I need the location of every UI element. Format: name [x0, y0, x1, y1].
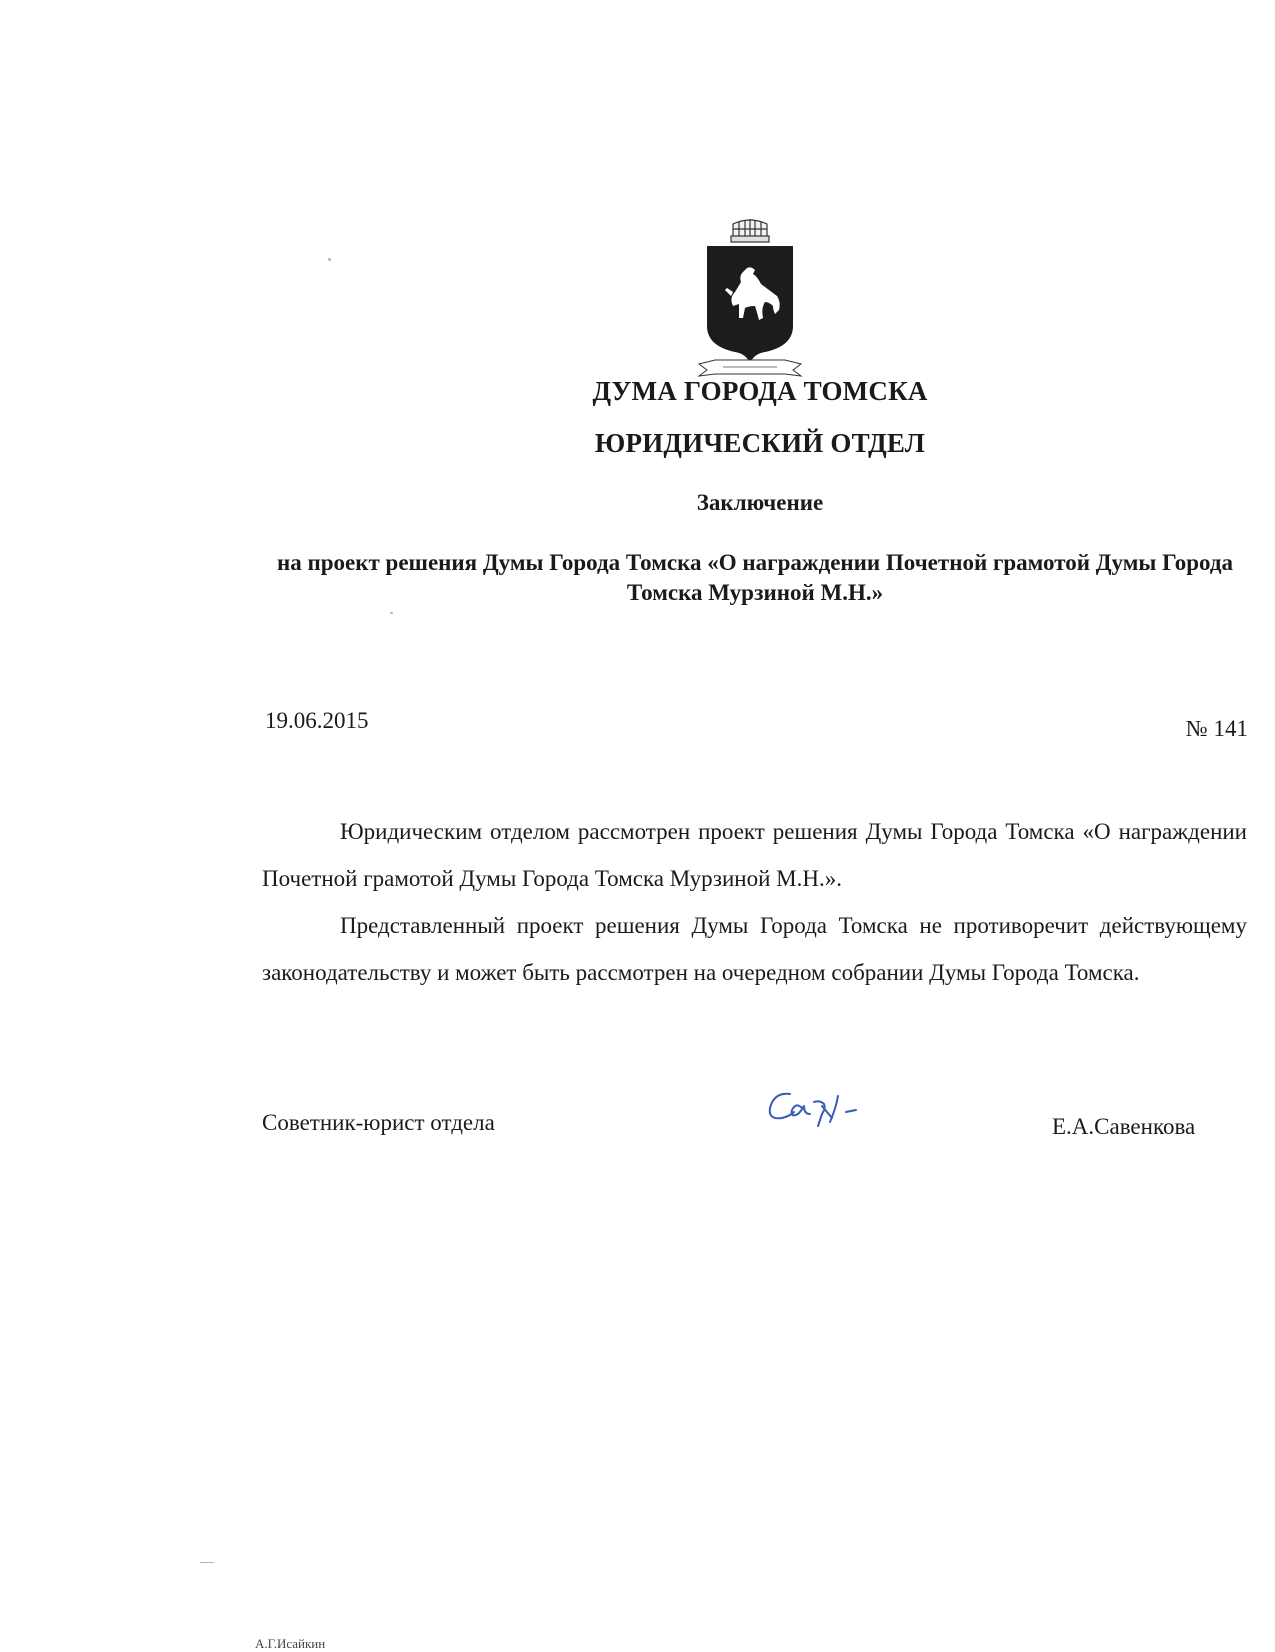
document-type: Заключение — [696, 490, 824, 515]
body-paragraph: Представленный проект решения Думы Города Томска не противоречит действующему законодательству и может быть рассмотрен на очередном собрании Думы Города Томска. — [262, 913, 1247, 985]
organization-name: ДУМА ГОРОДА ТОМСКА — [592, 376, 928, 406]
signer-name: Е.А.Савенкова — [1052, 1114, 1196, 1139]
tomsk-coat-of-arms-icon — [695, 214, 805, 380]
signer-position: Советник-юрист отдела — [262, 1110, 495, 1135]
document-subject: на проект решения Думы Города Томска «О награждении Почетной грамотой Думы Города Томска Мурзиной М.Н.» — [276, 550, 1234, 605]
document-body — [262, 808, 1247, 996]
handwritten-signature — [760, 1078, 900, 1138]
document-number: № 141 — [1185, 716, 1248, 741]
scan-speck — [390, 612, 393, 614]
scan-speck — [328, 258, 331, 261]
document-date: 19.06.2015 — [265, 708, 369, 733]
executor-name: А.Г.Исайкин — [255, 1636, 326, 1651]
scan-speck — [200, 1562, 214, 1563]
department-name: ЮРИДИЧЕСКИЙ ОТДЕЛ — [594, 428, 926, 458]
body-paragraph: Юридическим отделом рассмотрен проект решения Думы Города Томска «О награждении Почетной грамотой Думы Города Томска Мурзиной М.Н.». — [262, 819, 1247, 891]
